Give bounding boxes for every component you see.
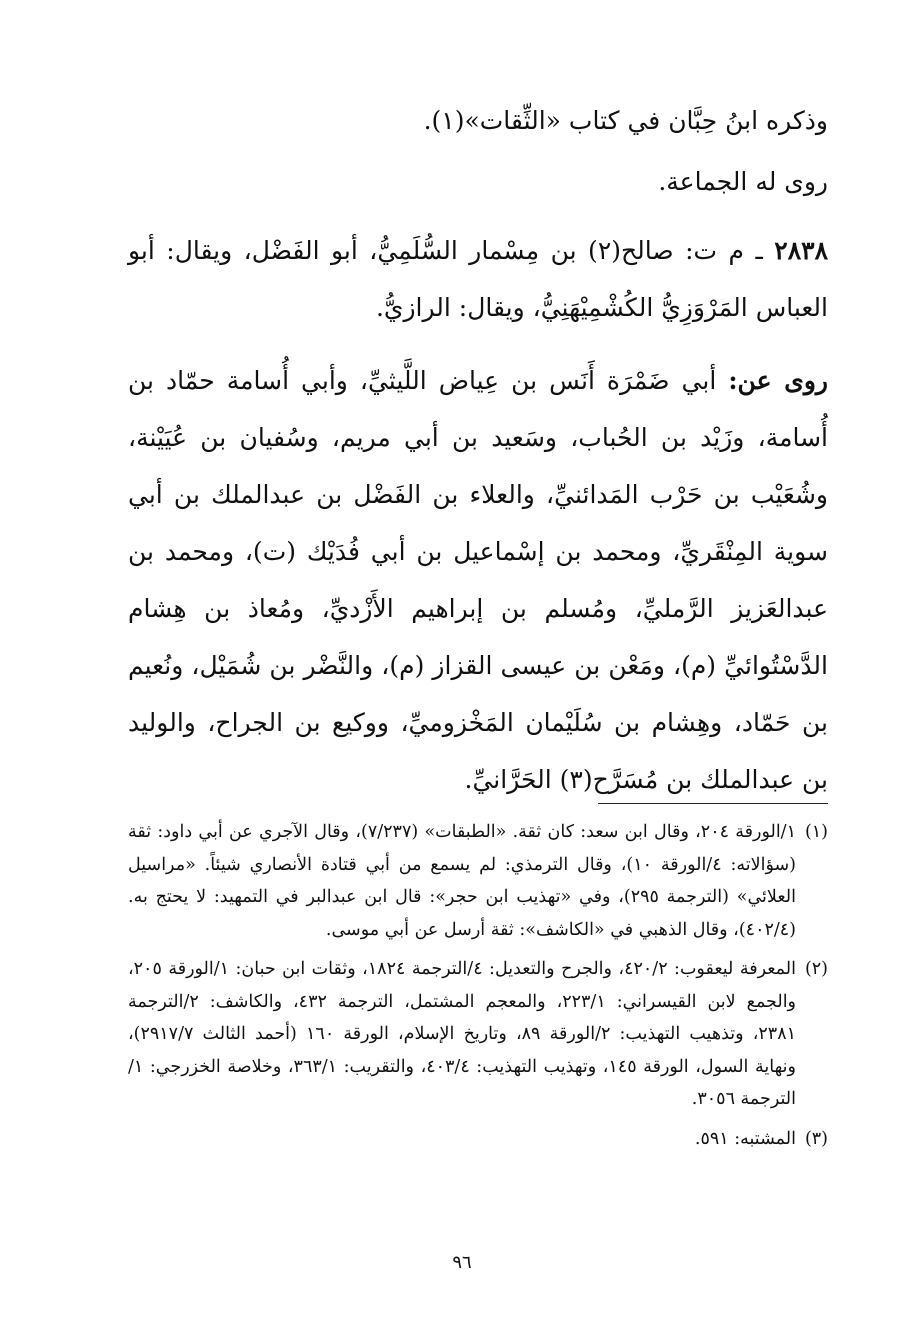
narrators-paragraph — [128, 352, 828, 808]
main-text — [128, 92, 828, 808]
footnote-3 — [128, 1123, 828, 1156]
footnotes — [128, 816, 828, 1162]
entry-number: ٢٨٣٨ — [774, 236, 828, 265]
page-number: ٩٦ — [452, 1252, 472, 1273]
footnote-text: المشتبه: ٥٩١. — [694, 1128, 796, 1149]
footnote-1 — [128, 816, 828, 946]
footnote-number: (٢) — [804, 959, 828, 979]
entry-text: ـ م ت: صالح(٢) بن مِسْمار السُّلَمِيُّ، أبو الفَضْل، ويقال: أبو العباس المَرْوَزِيُّ الكُشْمِيْهَنِيُّ، ويقال: الرازيُّ. — [128, 236, 828, 322]
citation-line: وذكره ابنُ حِبَّان في كتاب «الثِّقات»(١). — [423, 106, 828, 135]
footnote-text: ١/الورقة ٢٠٤، وقال ابن سعد: كان ثقة. «الطبقات» (٧/٢٣٧)، وقال الآجري عن أبي داود: ثقة (سؤالاته: ٤/الورقة ١٠)، وقال الترمذي: لم يسمع من أبي قتادة الأنصاري شيئاً. «مراسيل العلائي» (الترجمة ٢٩٥)، وفي «تهذيب ابن حجر»: قال ابن عبدالبر في التمهيد: لا يحتج به. (٤٠٢/٤)، وقال الذهبي في «الكاشف»: ثقة أرسل عن أبي موسى. — [128, 822, 796, 940]
footnote-number: (١) — [804, 822, 828, 842]
narrated-from-label: روى عن: — [728, 366, 829, 395]
footnote-2 — [128, 953, 828, 1116]
biography-entry — [128, 222, 828, 336]
footnote-text: المعرفة ليعقوب: ٤٢٠/٢، والجرح والتعديل: ٤/الترجمة ١٨٢٤، وثقات ابن حبان: ١/الورقة ٢٠٥، والجمع لابن القيسراني: ٢٢٣/١، والمعجم المشتمل، الترجمة ٤٣٢، والكاشف: ٢/الترجمة ٢٣٨١، وتذهيب التهذيب: ٢/الورقة ٨٩، وتاريخ الإسلام، الورقة ١٦٠ (أحمد الثالث ٢٩١٧/٧)، ونهاية السول، الورقة ١٤٥، وتهذيب التهذيب: ٤٠٣/٤، والتقريب: ٣٦٣/١، وخلاصة الخزرجي: ١/الترجمة ٣٠٥٦. — [128, 959, 797, 1109]
footnote-divider — [598, 803, 828, 804]
footnote-number: (٣) — [804, 1128, 828, 1149]
transmission-line: روى له الجماعة. — [658, 167, 828, 196]
narrators-text: أبي ضَمْرَة أَنَس بن عِياض اللَّيثيِّ، وأبي أُسامة حمّاد بن أُسامة، وزَيْد بن الحُباب، وسَعيد بن أبي مريم، وسُفيان بن عُيَيْنة، وشُعَيْب بن حَرْب المَدائنيِّ، والعلاء بن الفَضْل بن عبدالملك بن أبي سوية المِنْقَريِّ، ومحمد بن إسْماعيل بن أبي فُدَيْك (ت)، ومحمد بن عبدالعَزيز الرَّمليِّ، ومُسلم بن إبراهيم الأَزْديِّ، ومُعاذ بن هِشام الدَّسْتُوائيِّ (م)، ومَعْن بن عيسى القزاز (م)، والنَّضْر بن شُمَيْل، ونُعيم بن حَمّاد، وهِشام بن سُلَيْمان المَخْزوميِّ، ووكيع بن الجراح، والوليد بن عبدالملك بن مُسَرَّح(٣) الحَرَّانيِّ. — [128, 366, 828, 794]
